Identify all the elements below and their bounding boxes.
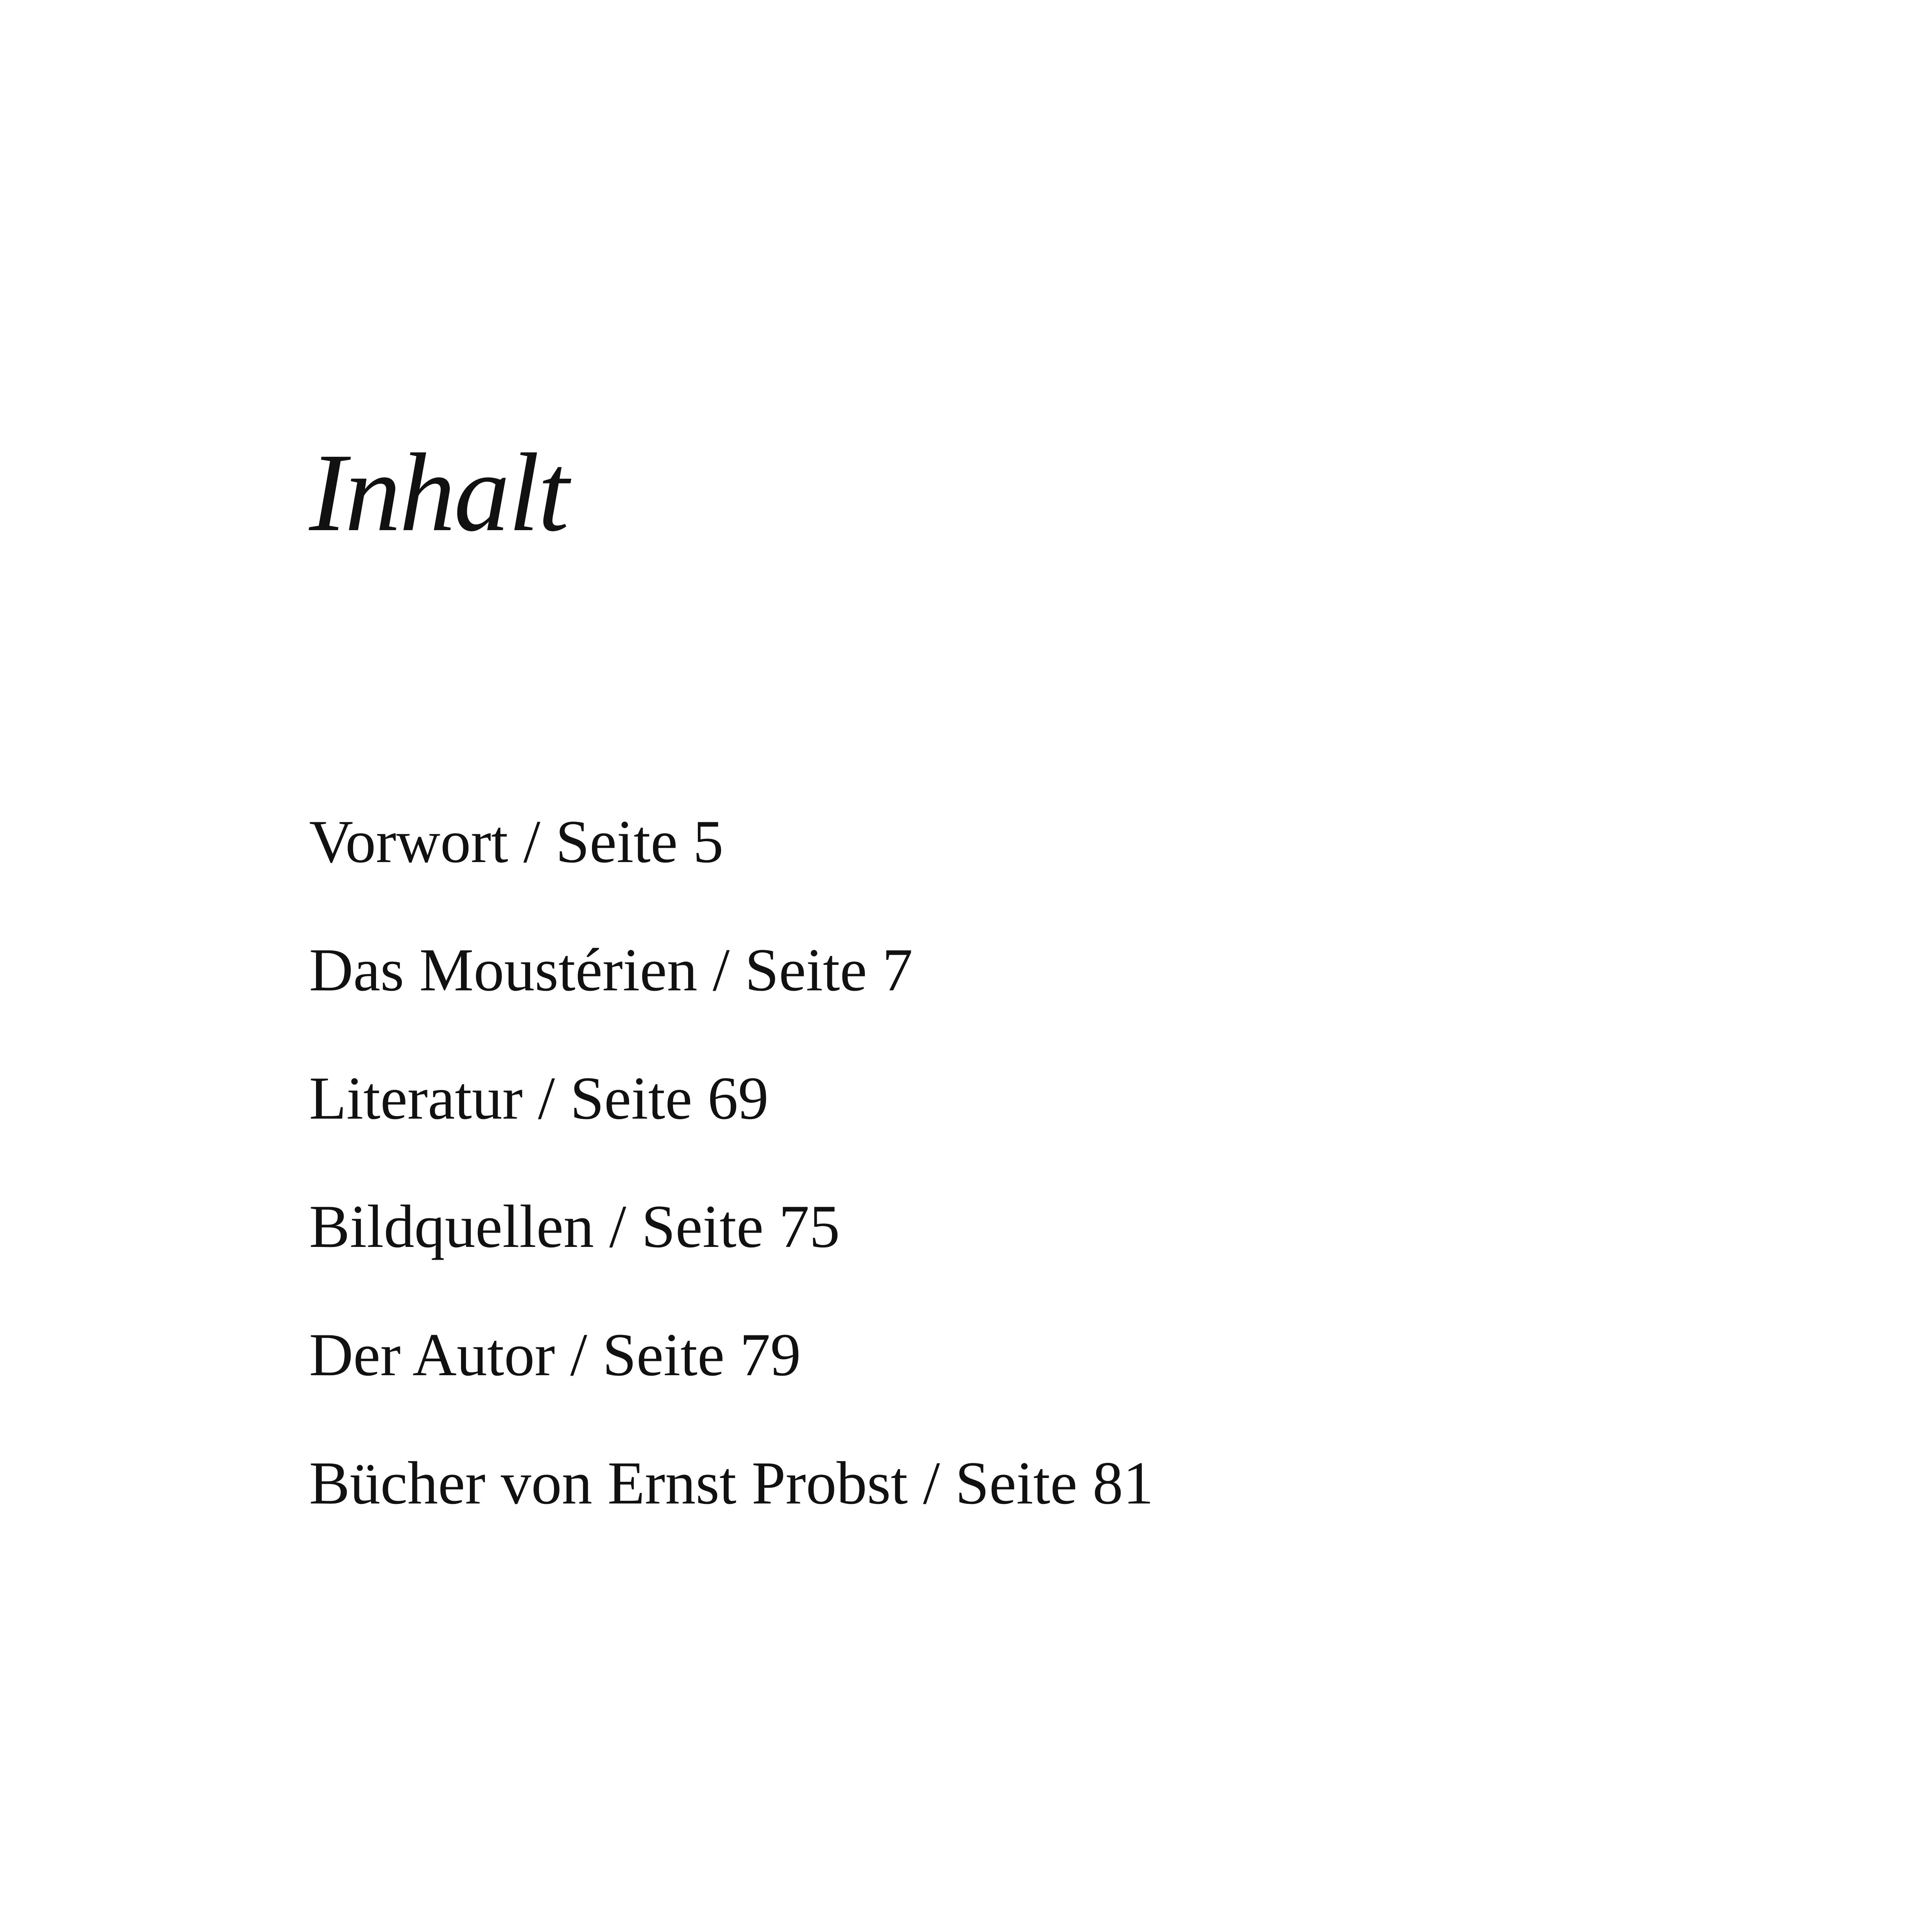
- table-of-contents: [309, 808, 1154, 1581]
- toc-entry-buecher: Bücher von Ernst Probst / Seite 81: [309, 1449, 1154, 1517]
- toc-entry-vorwort: Vorwort / Seite 5: [309, 808, 724, 876]
- toc-entry-mousterien: Das Moustérien / Seite 7: [309, 936, 913, 1004]
- toc-entry-literatur: Literatur / Seite 69: [309, 1065, 769, 1132]
- page-title: Inhalt: [309, 430, 568, 554]
- toc-entry-bildquellen: Bildquellen / Seite 75: [309, 1193, 840, 1260]
- toc-entry-autor: Der Autor / Seite 79: [309, 1321, 801, 1389]
